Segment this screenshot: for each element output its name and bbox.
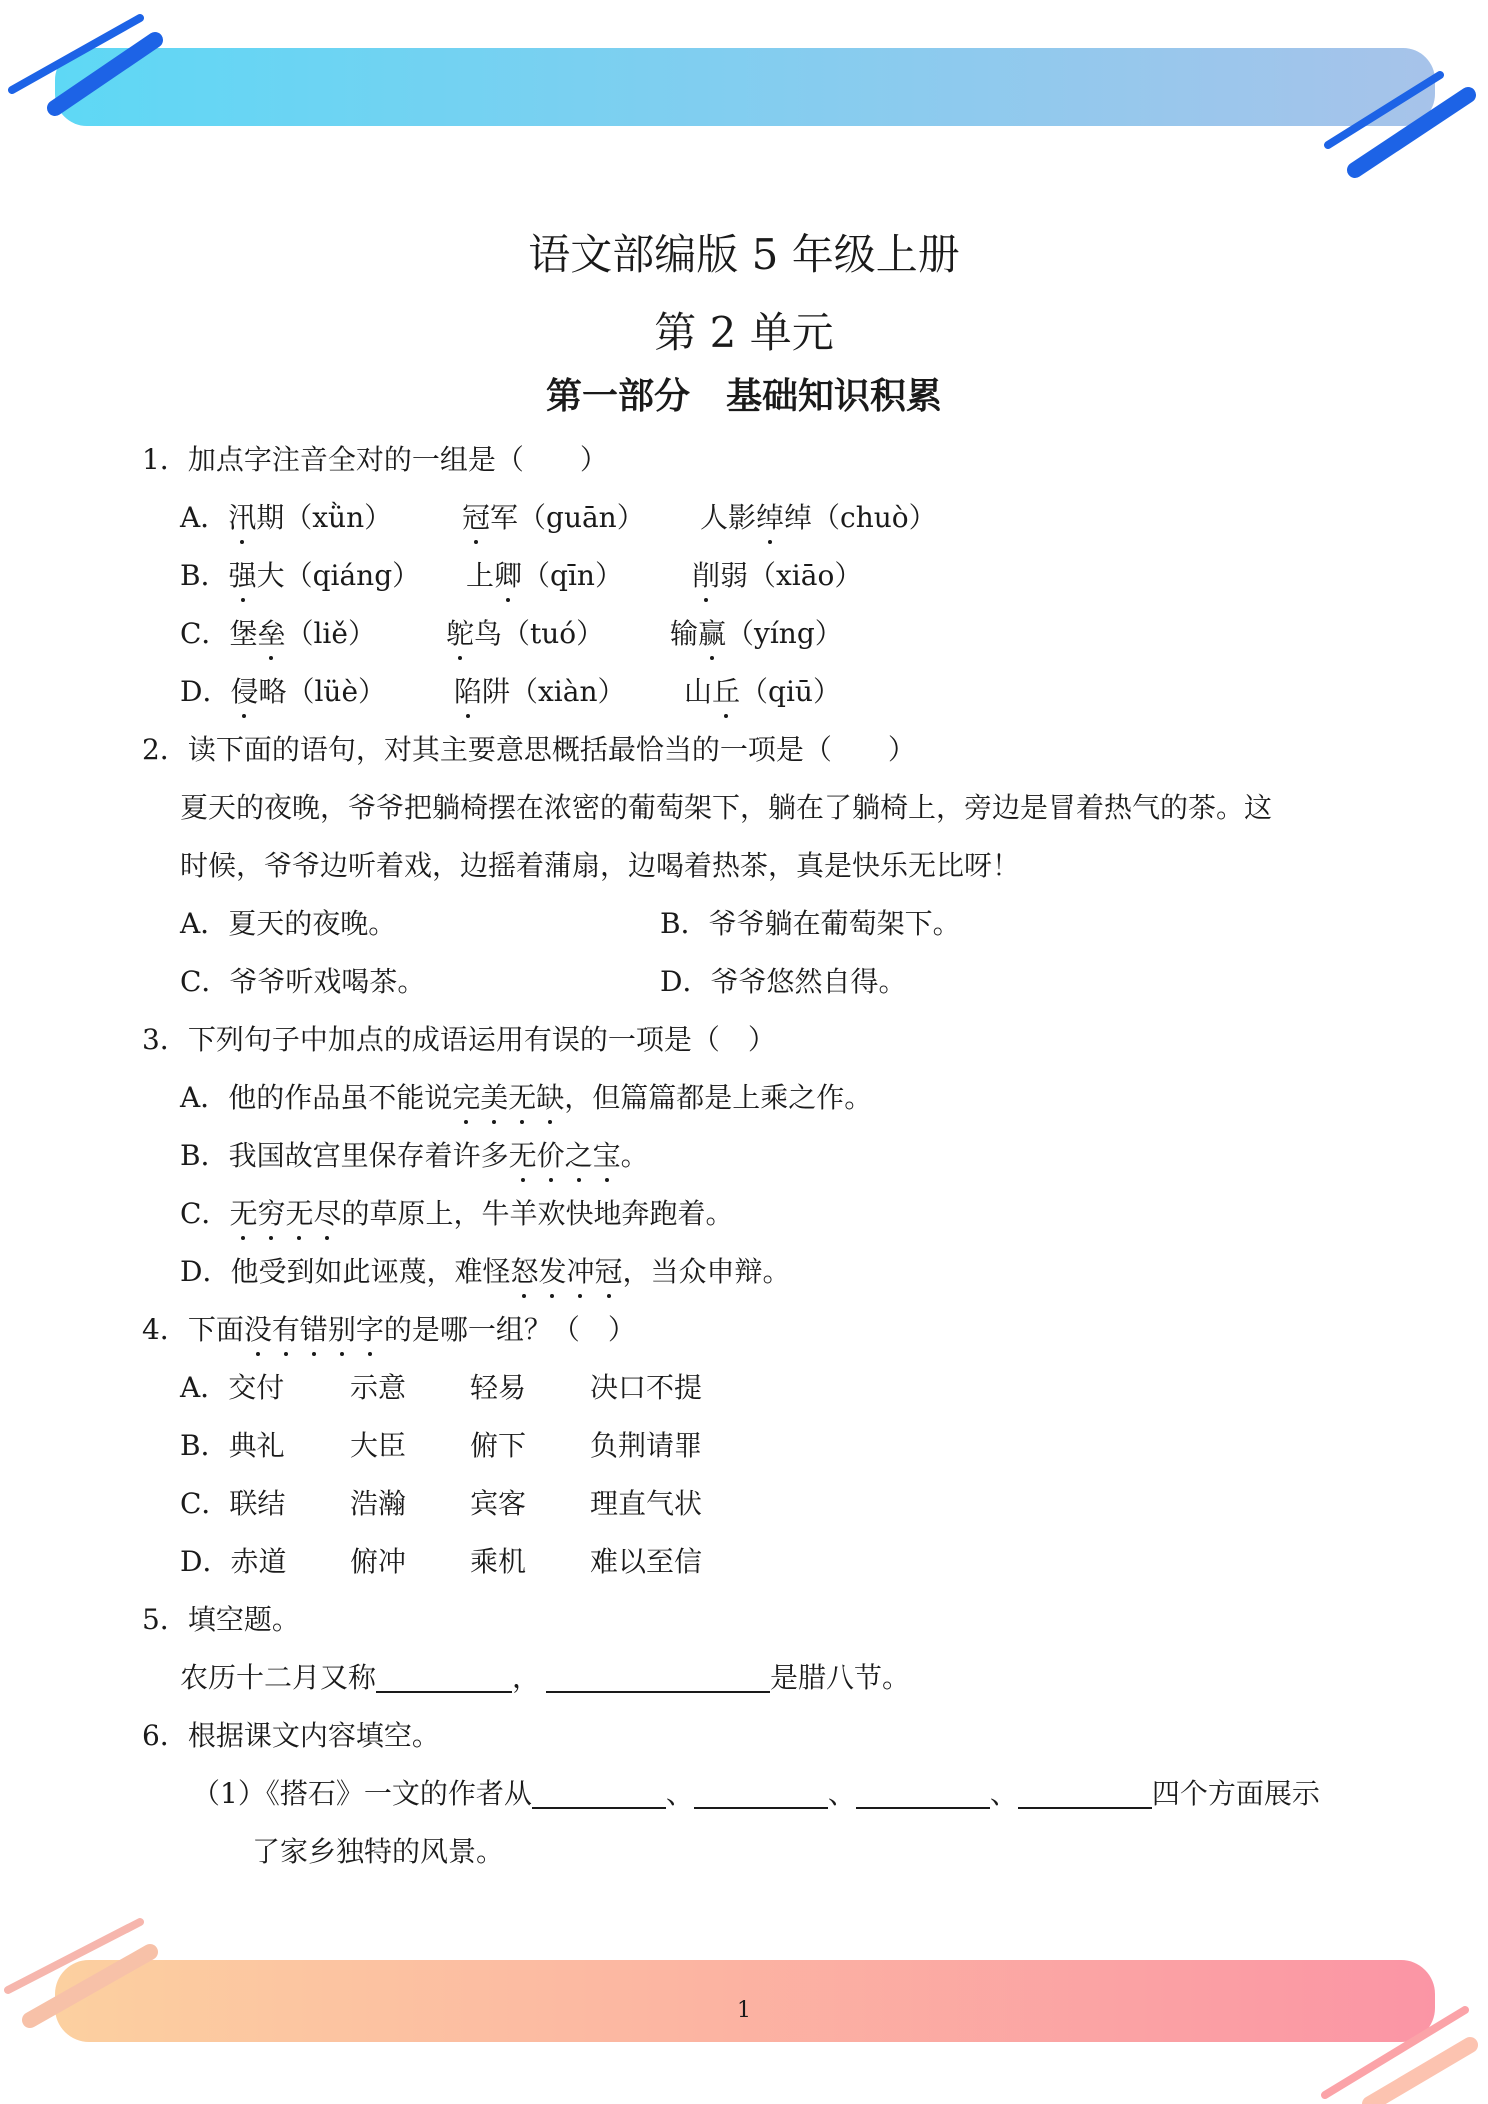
q4-option-b-3: 俯下 [470, 1429, 527, 1462]
q3-option-c: C．无穷无尽的草原上，牛羊欢快地奔跑着。 [180, 1194, 734, 1234]
q6-blank-3[interactable] [856, 1777, 990, 1809]
q3-option-d: D．他受到如此诬蔑，难怪怒发冲冠，当众申辩。 [180, 1252, 791, 1292]
q2-option-a: A．夏天的夜晚。 [180, 907, 397, 940]
q6-fill-line-2: 了家乡独特的风景。 [252, 1835, 505, 1868]
q1-option-a: A．汛期（xǜn） [180, 498, 392, 538]
q4-option-c-4: 理直气状 [590, 1487, 703, 1520]
q4-option-b-1: B．典礼 [180, 1429, 285, 1462]
q2-option-b: B．爷爷躺在葡萄架下。 [660, 907, 961, 940]
q4-option-a-1: A．交付 [180, 1371, 285, 1404]
question-5-stem: 5．填空题。 [142, 1603, 300, 1636]
header-decoration [0, 0, 1488, 190]
q4-option-c-2: 浩瀚 [350, 1487, 407, 1520]
unit-title: 第 2 单元 [654, 308, 834, 357]
q1-option-c-2: 鸵鸟（tuó） [446, 614, 604, 654]
page-number: 1 [737, 1998, 751, 2023]
question-4-stem: 4．下面没有错别字的是哪一组？（ ） [142, 1310, 636, 1350]
q2-option-d: D．爷爷悠然自得。 [660, 965, 907, 998]
q6-blank-4[interactable] [1018, 1777, 1152, 1809]
q4-option-d-1: D．赤道 [180, 1545, 287, 1578]
q4-option-a-2: 示意 [350, 1371, 407, 1404]
q4-option-a-3: 轻易 [470, 1371, 527, 1404]
q5-fill-line: 农历十二月又称 ， 是腊八节。 [180, 1661, 911, 1694]
q4-option-d-3: 乘机 [470, 1545, 527, 1578]
q1-option-d-2: 陷阱（xiàn） [454, 672, 626, 712]
q1-option-a-2: 冠军（guān） [462, 498, 645, 538]
q1-option-b-2: 上卿（qīn） [466, 556, 623, 596]
q2-option-c: C．爷爷听戏喝茶。 [180, 965, 426, 998]
q1-option-c: C．堡垒（liě） [180, 614, 376, 654]
question-6-stem: 6．根据课文内容填空。 [142, 1719, 440, 1752]
q4-option-a-4: 决口不提 [590, 1371, 703, 1404]
q2-passage-line-2: 时候，爷爷边听着戏，边摇着蒲扇，边喝着热茶，真是快乐无比呀！ [180, 849, 1021, 882]
q5-blank-1[interactable] [376, 1661, 512, 1693]
q4-option-b-2: 大臣 [350, 1429, 407, 1462]
question-2-stem: 2．读下面的语句，对其主要意思概括最恰当的一项是（ ） [142, 733, 916, 766]
q6-blank-2[interactable] [694, 1777, 828, 1809]
q1-option-c-3: 输赢（yíng） [670, 614, 843, 654]
q1-option-b: B．强大（qiáng） [180, 556, 420, 596]
section-heading: 第一部分 基础知识积累 [545, 376, 942, 417]
q2-passage-line-1: 夏天的夜晚，爷爷把躺椅摆在浓密的葡萄架下，躺在了躺椅上，旁边是冒着热气的茶。这 [180, 791, 1273, 824]
page-title: 语文部编版 5 年级上册 [528, 230, 960, 279]
q5-blank-2[interactable] [546, 1661, 770, 1693]
q6-blank-1[interactable] [532, 1777, 666, 1809]
q4-option-c-1: C．联结 [180, 1487, 286, 1520]
question-3-stem: 3．下列句子中加点的成语运用有误的一项是（ ） [142, 1023, 776, 1056]
q4-option-b-4: 负荆请罪 [590, 1429, 703, 1462]
q1-option-d-3: 山丘（qiū） [684, 672, 841, 712]
question-1-stem: 1．加点字注音全对的一组是（ ） [142, 443, 608, 476]
q3-option-b: B．我国故宫里保存着许多无价之宝。 [180, 1136, 649, 1176]
q6-fill-line: （1）《搭石》一文的作者从 、 、 、 四个方面展示 [192, 1777, 1320, 1810]
q1-option-a-3: 人影绰绰（chuò） [700, 498, 937, 538]
q1-option-d: D．侵略（lüè） [180, 672, 386, 712]
q4-option-c-3: 宾客 [470, 1487, 527, 1520]
q1-option-b-3: 削弱（xiāo） [692, 556, 862, 596]
q4-option-d-2: 俯冲 [350, 1545, 407, 1578]
q3-option-a: A．他的作品虽不能说完美无缺，但篇篇都是上乘之作。 [180, 1078, 872, 1118]
q4-option-d-4: 难以至信 [590, 1545, 703, 1578]
